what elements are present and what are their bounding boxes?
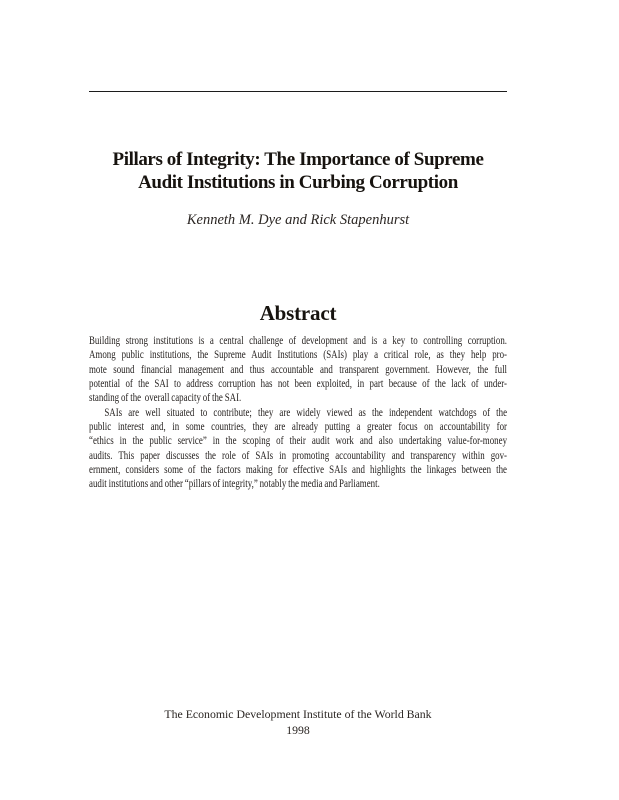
abstract-line: audits. This paper discusses the role of SAIs in promoting accountability and transparency within gov-: [89, 448, 508, 462]
year-line: 1998: [286, 722, 310, 737]
authors: Kenneth M. Dye and Rick Stapenhurst: [186, 212, 410, 228]
abstract-line: SAIs are well situated to contribute; they are widely viewed as the independent watchdogs of the: [104, 405, 508, 419]
abstract-line: public interest and, in some countries, they are already putting a greater focus on accountability for: [89, 420, 508, 434]
abstract-line: Among public institutions, the Supreme Audit Institutions (SAIs) play a critical role, as they help pro-: [89, 348, 508, 362]
paper-title-line-1: Pillars of Integrity: The Importance of Supreme: [112, 149, 484, 170]
abstract-line: mote sound financial management and thus accountable and transparent government. However, the full: [89, 362, 508, 376]
abstract-body: [89, 334, 507, 492]
footer: [89, 707, 507, 738]
abstract-paragraph-2: [89, 406, 507, 492]
abstract-heading: Abstract: [259, 301, 337, 325]
publisher-line: The Economic Development Institute of the World Bank: [164, 707, 432, 721]
top-rule: [89, 91, 507, 92]
abstract-paragraph-1: [89, 334, 507, 406]
abstract-line: ernment, considers some of the factors making for effective SAIs and highlights the linkages between the: [89, 463, 508, 477]
abstract-line: audit institutions and other “pillars of integrity,” notably the media and Parliament.: [89, 477, 380, 491]
abstract-line: Building strong institutions is a central challenge of development and is a key to controlling corruption.: [89, 334, 508, 347]
paper-title-line-2: Audit Institutions in Curbing Corruption: [138, 171, 458, 193]
abstract-line: standing of the overall capacity of the SAI.: [89, 391, 242, 405]
abstract-line: potential of the SAI to address corruption has not been exploited, in part because of the lack of under-: [89, 377, 508, 391]
paper-title: [89, 149, 507, 194]
abstract-line: “ethics in the public service” in the scoping of their audit work and also undertaking value-for-money: [89, 434, 508, 448]
